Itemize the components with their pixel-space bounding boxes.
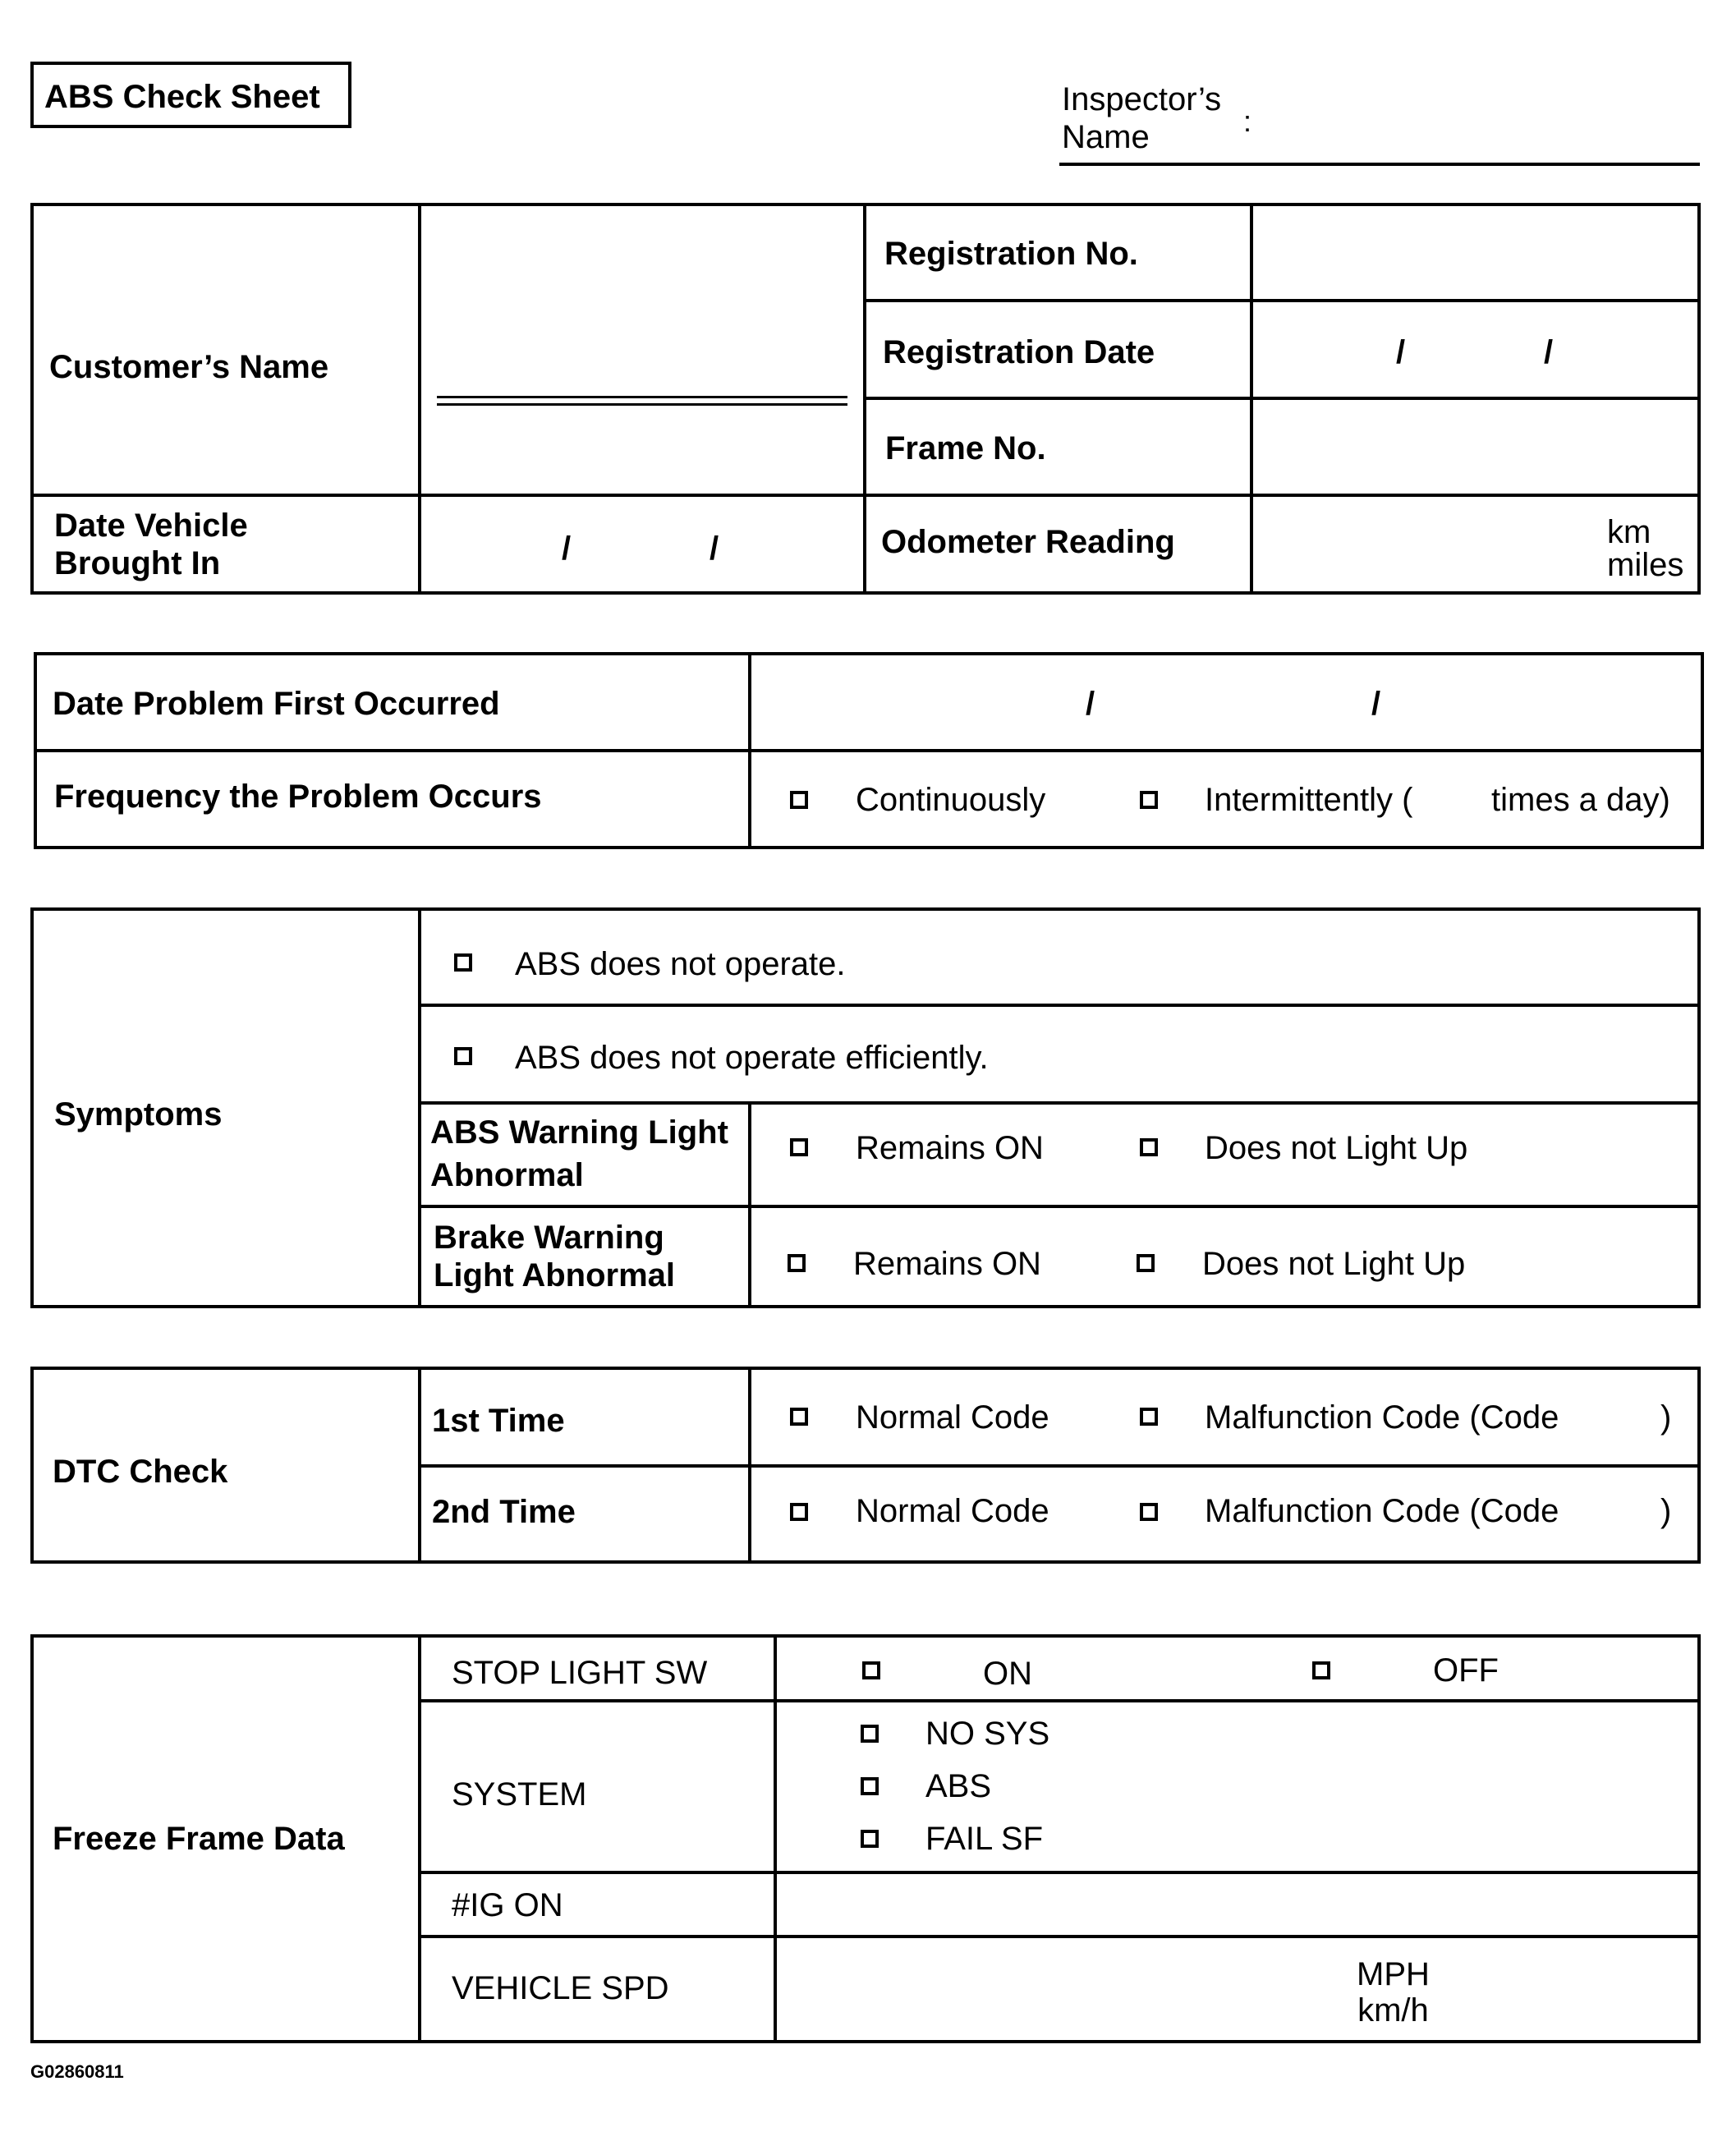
date-first-occurred-separator: / (1086, 686, 1095, 722)
page-title: ABS Check Sheet (44, 79, 320, 115)
dtc-first-time-label: 1st Time (432, 1403, 565, 1439)
vehicle-spd-label: VEHICLE SPD (452, 1970, 669, 2006)
times-a-day-label: times a day) (1491, 782, 1670, 818)
abs-warning-light-label-line1: ABS Warning Light (430, 1114, 728, 1151)
brake-remains-on-checkbox[interactable] (788, 1254, 806, 1272)
stop-off-checkbox[interactable] (1312, 1661, 1330, 1679)
odometer-unit-miles: miles (1607, 547, 1684, 583)
times-a-day-field[interactable] (1429, 780, 1495, 820)
intermittently-checkbox[interactable] (1140, 791, 1158, 809)
stop-on-checkbox[interactable] (862, 1661, 880, 1679)
symptoms-label: Symptoms (54, 1096, 223, 1133)
registration-no-field[interactable] (1253, 206, 1697, 299)
normal-code-1-option: Normal Code (856, 1399, 1049, 1436)
dtc-second-time-label: 2nd Time (432, 1494, 576, 1530)
abs-system-checkbox[interactable] (861, 1777, 879, 1795)
malfunction-code-1-checkbox[interactable] (1140, 1408, 1158, 1426)
customer-name-field[interactable] (437, 396, 847, 398)
date-brought-in-field[interactable] (421, 497, 863, 591)
unit-mph: MPH (1357, 1956, 1430, 1992)
registration-date-label: Registration Date (883, 334, 1155, 370)
inspector-name-field[interactable] (1059, 163, 1700, 166)
malfunction-code-2-checkbox[interactable] (1140, 1503, 1158, 1521)
inspector-colon: : (1243, 104, 1252, 138)
malfunction-code-2-option: Malfunction Code (Code (1205, 1493, 1559, 1529)
abs-not-light-option: Does not Light Up (1205, 1130, 1468, 1166)
continuously-option: Continuously (856, 782, 1046, 818)
malfunction-code-2-close: ) (1660, 1493, 1672, 1529)
normal-code-2-checkbox[interactable] (790, 1503, 808, 1521)
ig-on-label: #IG ON (452, 1887, 563, 1923)
abs-not-efficient-checkbox[interactable] (454, 1047, 472, 1065)
customer-name-label: Customer’s Name (49, 349, 329, 385)
date-first-occurred-separator: / (1371, 686, 1381, 722)
abs-system-option: ABS (925, 1768, 992, 1804)
brake-remains-on-option: Remains ON (853, 1246, 1041, 1282)
date-brought-in-label (54, 507, 248, 582)
fail-sf-option: FAIL SF (925, 1821, 1044, 1857)
date-first-occurred-label: Date Problem First Occurred (53, 686, 500, 722)
no-sys-checkbox[interactable] (861, 1725, 879, 1743)
stop-off-option: OFF (1433, 1652, 1499, 1688)
brake-not-light-checkbox[interactable] (1137, 1254, 1155, 1272)
no-sys-option: NO SYS (925, 1716, 1050, 1752)
odometer-units (1607, 516, 1683, 581)
abs-not-operate-checkbox[interactable] (454, 953, 472, 972)
brake-not-light-option: Does not Light Up (1202, 1246, 1466, 1282)
malfunction-code-2-field[interactable] (1585, 1491, 1659, 1531)
intermittently-option: Intermittently ( (1205, 782, 1413, 818)
inspector-label-line1: Inspector’s (1062, 81, 1222, 117)
continuously-checkbox[interactable] (790, 791, 808, 809)
abs-remains-on-checkbox[interactable] (790, 1138, 808, 1156)
odometer-unit-km: km (1607, 514, 1651, 550)
vehicle-spd-units (1357, 1956, 1430, 2028)
brake-warning-light-label (434, 1219, 675, 1294)
normal-code-2-option: Normal Code (856, 1493, 1049, 1529)
abs-not-efficient-option: ABS does not operate efficiently. (515, 1040, 989, 1076)
abs-not-operate-option: ABS does not operate. (515, 946, 846, 982)
date-brought-in-label-line1: Date Vehicle (54, 508, 248, 544)
system-label: SYSTEM (452, 1776, 587, 1812)
odometer-label: Odometer Reading (881, 524, 1175, 560)
registration-date-separator: / (1396, 334, 1406, 370)
unit-kmh: km/h (1357, 1992, 1429, 2028)
ig-on-field[interactable] (777, 1874, 1697, 1935)
registration-date-field[interactable] (1253, 302, 1697, 397)
frequency-label: Frequency the Problem Occurs (54, 779, 542, 815)
figure-code: G02860811 (30, 2061, 124, 2082)
stop-on-option: ON (983, 1656, 1032, 1692)
date-brought-in-label-line2: Brought In (54, 545, 221, 581)
inspector-label (1062, 80, 1221, 156)
malfunction-code-1-option: Malfunction Code (Code (1205, 1399, 1559, 1436)
brake-warning-light-label-line1: Brake Warning (434, 1220, 664, 1256)
registration-no-label: Registration No. (884, 236, 1138, 272)
abs-not-light-checkbox[interactable] (1140, 1138, 1158, 1156)
registration-date-separator: / (1544, 334, 1554, 370)
fail-sf-checkbox[interactable] (861, 1830, 879, 1848)
brake-warning-light-label-line2: Light Abnormal (434, 1257, 676, 1293)
freeze-frame-label: Freeze Frame Data (53, 1821, 345, 1857)
date-first-occurred-field[interactable] (751, 655, 1701, 749)
frame-no-field[interactable] (1253, 400, 1697, 494)
inspector-label-line2: Name (1062, 119, 1150, 155)
abs-warning-light-label (430, 1111, 728, 1197)
frame-no-label: Frame No. (885, 430, 1046, 466)
date-brought-in-separator: / (562, 531, 572, 567)
abs-warning-light-label-line2: Abnormal (430, 1157, 584, 1193)
normal-code-1-checkbox[interactable] (790, 1408, 808, 1426)
date-brought-in-separator: / (710, 531, 719, 567)
vehicle-spd-field[interactable] (777, 1938, 1697, 2040)
stop-light-sw-label: STOP LIGHT SW (452, 1655, 708, 1691)
dtc-check-label: DTC Check (53, 1454, 228, 1490)
malfunction-code-1-field[interactable] (1585, 1398, 1659, 1437)
abs-remains-on-option: Remains ON (856, 1130, 1044, 1166)
malfunction-code-1-close: ) (1660, 1399, 1672, 1436)
